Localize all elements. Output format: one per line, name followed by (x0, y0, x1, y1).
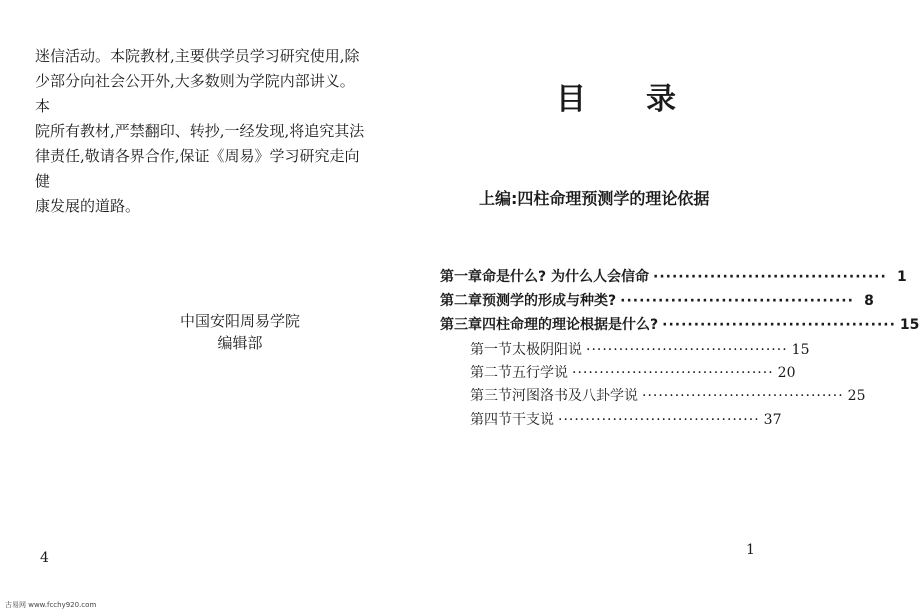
toc-leader-dots: ····································· (586, 342, 788, 358)
toc-entry-chapter-3[interactable] (440, 314, 919, 334)
toc-entry-title: 五行学说 (512, 365, 568, 381)
toc-entry-section-2[interactable] (470, 362, 796, 382)
toc-entry-title: 太极阴阳说 (512, 342, 582, 358)
toc-entry-number: 第四节 (470, 412, 512, 428)
toc-entry-number: 第二章 (440, 293, 482, 309)
toc-title (556, 74, 676, 118)
part-heading: 上编:四柱命理预测学的理论依据 (479, 189, 710, 208)
toc-entry-page: 1 (897, 269, 907, 285)
toc-entry-title: 四柱命理的理论根据是什么? (482, 317, 659, 333)
notice-paragraph: 迷信活动。本院教材,主要供学员学习研究使用,除 少部分向社会公开外,大多数则为学院内部讲义。本 院所有教材,严禁翻印、转抄,一经发现,将追究其法 律责任,敬请各界合作,保证《周易》学习研究走向健 康发展的道路。 (35, 47, 365, 215)
left-page (0, 0, 396, 615)
toc-entry-page: 37 (763, 412, 782, 428)
toc-entry-title: 命是什么? 为什么人会信命 (482, 269, 649, 285)
toc-leader-dots: ····································· (572, 365, 774, 381)
toc-entry-title: 干支说 (512, 412, 554, 428)
toc-entry-page: 25 (847, 388, 866, 404)
toc-entry-number: 第二节 (470, 365, 512, 381)
footer-watermark: 古易网 www.fcchy920.com (5, 601, 97, 609)
toc-leader-dots: ····································· (662, 317, 896, 333)
toc-entry-number: 第一节 (470, 342, 512, 358)
toc-entry-page: 15 (899, 317, 919, 333)
signature-department: 编辑部 (217, 334, 263, 352)
toc-entry-section-1[interactable] (470, 339, 810, 359)
toc-entry-chapter-1[interactable] (440, 266, 907, 286)
toc-entry-number: 第一章 (440, 269, 482, 285)
toc-entry-title: 预测学的形成与种类? (482, 293, 617, 309)
toc-entry-number: 第三章 (440, 317, 482, 333)
toc-entry-section-3[interactable] (470, 385, 866, 405)
right-page-number: 1 (746, 542, 755, 558)
toc-entry-title: 河图洛书及八卦学说 (512, 388, 638, 404)
toc-entry-page: 15 (791, 342, 810, 358)
toc-leader-dots: ····································· (620, 293, 854, 309)
toc-leader-dots: ····································· (558, 412, 760, 428)
toc-entry-page: 20 (777, 365, 796, 381)
toc-title-char-1: 目 (556, 82, 586, 117)
toc-leader-dots: ····································· (653, 269, 887, 285)
toc-entry-number: 第三节 (470, 388, 512, 404)
signature-organization: 中国安阳周易学院 (179, 312, 300, 330)
right-page (396, 0, 919, 615)
toc-title-char-2: 录 (646, 82, 676, 117)
toc-entry-section-4[interactable] (470, 409, 782, 429)
toc-entry-page: 8 (864, 293, 874, 309)
toc-leader-dots: ····································· (642, 388, 844, 404)
left-page-number: 4 (40, 550, 49, 566)
toc-entry-chapter-2[interactable] (440, 290, 874, 310)
